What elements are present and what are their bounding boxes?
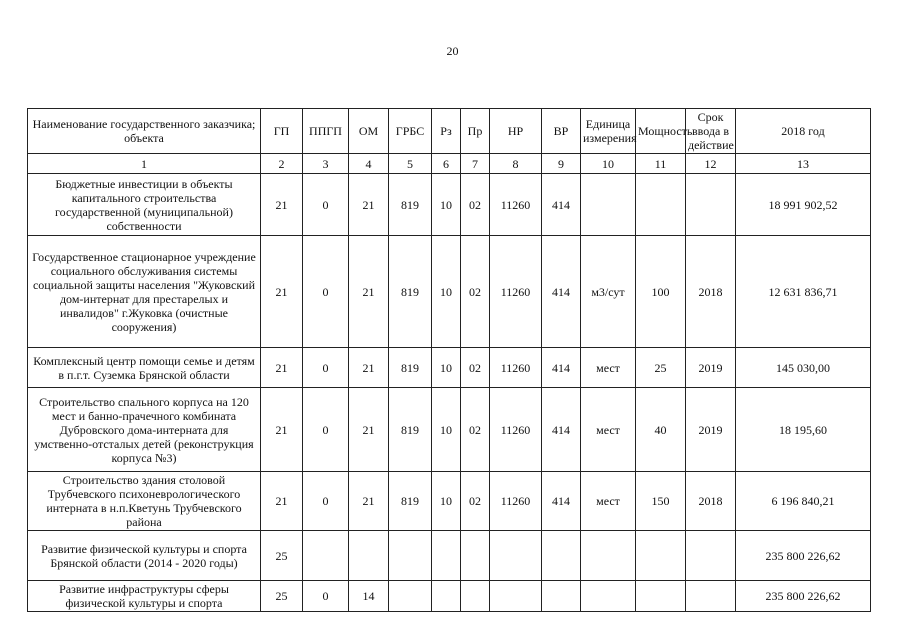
table-row	[28, 472, 871, 531]
cell-nr	[490, 531, 542, 581]
cell-vr: 414	[542, 174, 581, 236]
cell-unit: м3/сут	[581, 236, 636, 348]
cell-nr: 11260	[490, 174, 542, 236]
header-cell-om: ОМ	[349, 109, 389, 154]
cell-vr: 414	[542, 388, 581, 472]
row-name: Государственное стационарное учреждение социального обслуживания системы социальной защиты населения "Жуковский дом-интернат для престарелых и инвалидов" г.Жуковка (очистные сооружения)	[28, 236, 261, 348]
cell-grbs: 819	[389, 236, 432, 348]
cell-term	[686, 581, 736, 612]
column-number: 6	[432, 154, 461, 174]
cell-term: 2019	[686, 348, 736, 388]
column-number: 9	[542, 154, 581, 174]
cell-om: 14	[349, 581, 389, 612]
cell-pr: 02	[461, 348, 490, 388]
cell-pr: 02	[461, 236, 490, 348]
row-name: Строительство здания столовой Трубчевского психоневрологического интерната в н.п.Кветунь Трубчевского района	[28, 472, 261, 531]
cell-nr	[490, 581, 542, 612]
table-row	[28, 388, 871, 472]
cell-gp: 21	[261, 174, 303, 236]
cell-ppgp: 0	[303, 348, 349, 388]
cell-unit	[581, 174, 636, 236]
table-row	[28, 348, 871, 388]
header-cell-unit: Единица измерения	[581, 109, 636, 154]
cell-rz	[432, 581, 461, 612]
cell-term: 2019	[686, 388, 736, 472]
cell-unit	[581, 531, 636, 581]
cell-capacity: 100	[636, 236, 686, 348]
cell-nr: 11260	[490, 236, 542, 348]
cell-capacity: 150	[636, 472, 686, 531]
table-row	[28, 174, 871, 236]
cell-capacity	[636, 174, 686, 236]
cell-term: 2018	[686, 236, 736, 348]
cell-rz: 10	[432, 174, 461, 236]
cell-unit	[581, 581, 636, 612]
cell-amount: 18 195,60	[736, 388, 871, 472]
cell-ppgp: 0	[303, 388, 349, 472]
cell-rz: 10	[432, 348, 461, 388]
column-number-row	[28, 154, 871, 174]
cell-capacity: 25	[636, 348, 686, 388]
table-row	[28, 531, 871, 581]
cell-ppgp: 0	[303, 174, 349, 236]
cell-om: 21	[349, 472, 389, 531]
cell-amount: 235 800 226,62	[736, 531, 871, 581]
cell-grbs: 819	[389, 472, 432, 531]
cell-gp: 21	[261, 388, 303, 472]
cell-gp: 25	[261, 531, 303, 581]
cell-amount: 12 631 836,71	[736, 236, 871, 348]
cell-term	[686, 531, 736, 581]
row-name: Развитие физической культуры и спорта Брянской области (2014 - 2020 годы)	[28, 531, 261, 581]
header-row	[28, 109, 871, 154]
cell-vr	[542, 581, 581, 612]
table-row	[28, 581, 871, 612]
row-name: Развитие инфраструктуры сферы физической культуры и спорта	[28, 581, 261, 612]
header-cell-grbs: ГРБС	[389, 109, 432, 154]
cell-om: 21	[349, 236, 389, 348]
cell-ppgp: 0	[303, 236, 349, 348]
cell-pr: 02	[461, 388, 490, 472]
column-number: 4	[349, 154, 389, 174]
cell-amount: 145 030,00	[736, 348, 871, 388]
investment-table	[27, 108, 871, 612]
row-name: Комплексный центр помощи семье и детям в п.г.т. Суземка Брянской области	[28, 348, 261, 388]
column-number: 13	[736, 154, 871, 174]
cell-vr	[542, 531, 581, 581]
cell-ppgp: 0	[303, 472, 349, 531]
cell-rz	[432, 531, 461, 581]
row-name: Бюджетные инвестиции в объекты капитального строительства государственной (муниципальной) собственности	[28, 174, 261, 236]
column-number: 7	[461, 154, 490, 174]
cell-capacity	[636, 581, 686, 612]
cell-grbs: 819	[389, 388, 432, 472]
cell-term: 2018	[686, 472, 736, 531]
cell-rz: 10	[432, 472, 461, 531]
cell-rz: 10	[432, 236, 461, 348]
cell-term	[686, 174, 736, 236]
cell-gp: 21	[261, 236, 303, 348]
header-cell-year: 2018 год	[736, 109, 871, 154]
cell-pr	[461, 531, 490, 581]
cell-gp: 21	[261, 348, 303, 388]
cell-grbs	[389, 581, 432, 612]
column-number: 2	[261, 154, 303, 174]
table-row	[28, 236, 871, 348]
cell-vr: 414	[542, 348, 581, 388]
header-cell-rz: Рз	[432, 109, 461, 154]
cell-nr: 11260	[490, 348, 542, 388]
column-number: 8	[490, 154, 542, 174]
cell-rz: 10	[432, 388, 461, 472]
cell-unit: мест	[581, 348, 636, 388]
cell-capacity	[636, 531, 686, 581]
cell-amount: 6 196 840,21	[736, 472, 871, 531]
page-number: 20	[446, 44, 459, 58]
header-cell-pr: Пр	[461, 109, 490, 154]
cell-pr	[461, 581, 490, 612]
cell-amount: 235 800 226,62	[736, 581, 871, 612]
cell-om: 21	[349, 174, 389, 236]
cell-vr: 414	[542, 236, 581, 348]
cell-pr: 02	[461, 174, 490, 236]
header-cell-nr: НР	[490, 109, 542, 154]
column-number: 12	[686, 154, 736, 174]
cell-pr: 02	[461, 472, 490, 531]
cell-nr: 11260	[490, 472, 542, 531]
header-cell-vr: ВР	[542, 109, 581, 154]
header-cell-gp: ГП	[261, 109, 303, 154]
column-number: 5	[389, 154, 432, 174]
cell-gp: 21	[261, 472, 303, 531]
header-cell-name: Наименование государственного заказчика; объекта	[28, 109, 261, 154]
row-name: Строительство спального корпуса на 120 мест и банно-прачечного комбината Дубровского дома-интерната для умственно-отсталых детей (реконструкция корпуса №3)	[28, 388, 261, 472]
header-cell-capacity: Мощность	[636, 109, 686, 154]
cell-gp: 25	[261, 581, 303, 612]
column-number: 10	[581, 154, 636, 174]
cell-amount: 18 991 902,52	[736, 174, 871, 236]
cell-om: 21	[349, 388, 389, 472]
cell-ppgp: 0	[303, 581, 349, 612]
cell-grbs: 819	[389, 348, 432, 388]
cell-om	[349, 531, 389, 581]
cell-capacity: 40	[636, 388, 686, 472]
cell-unit: мест	[581, 472, 636, 531]
cell-grbs	[389, 531, 432, 581]
cell-vr: 414	[542, 472, 581, 531]
column-number: 1	[28, 154, 261, 174]
header-cell-ppgp: ППГП	[303, 109, 349, 154]
cell-ppgp	[303, 531, 349, 581]
cell-nr: 11260	[490, 388, 542, 472]
cell-om: 21	[349, 348, 389, 388]
header-cell-term: Срок ввода в действие	[686, 109, 736, 154]
cell-unit: мест	[581, 388, 636, 472]
column-number: 11	[636, 154, 686, 174]
column-number: 3	[303, 154, 349, 174]
cell-grbs: 819	[389, 174, 432, 236]
